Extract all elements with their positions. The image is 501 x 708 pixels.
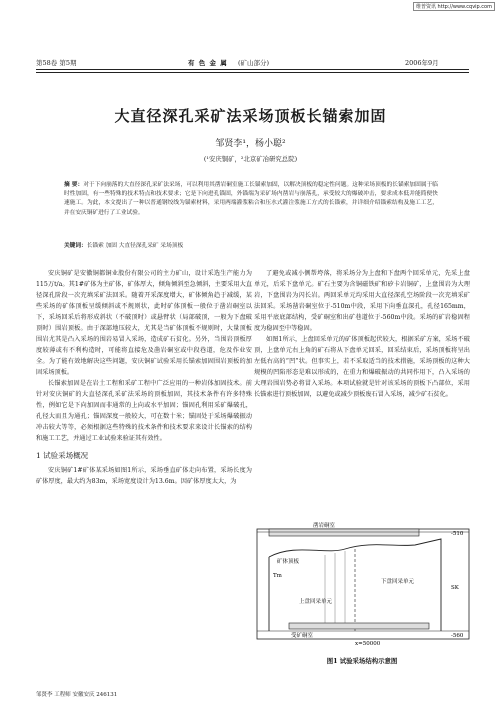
abstract-text: 对于下向崩落的大直径深孔采矿法采场，可以利用其凿岩硐室施工长锚索加固，以解决顶板的稳定性问题。这种采场顶板的长锚索加固属于临时性加固，有一些特殊的技术特点和技术要求；它是下向进孔锚固，外锚端为采矿场内凿岩与崩落孔，承受较大的爆破冲击，要求成本低并能简便快速施工。为此，本文提出了一种以普通钢绞线为锚索材料，采用两端灌浆粘合和压水式灌注浆施工方式的长锚索，并详细介绍锚索结构及施工工艺，并在安庆铜矿进行了工业试验。 bbox=[64, 182, 438, 216]
keywords-label: 关键词： bbox=[64, 243, 87, 249]
abstract bbox=[64, 181, 438, 218]
figure-1-caption: 图1 试验采场结构示意图 bbox=[326, 657, 398, 665]
label-orebody-roof: 矿体顶板 bbox=[277, 559, 300, 565]
header-date: 2006年9月 bbox=[405, 59, 439, 67]
label-level-top: -510 bbox=[451, 531, 464, 537]
abstract-label: 摘 要： bbox=[64, 182, 84, 188]
paper-affiliations: (¹安庆铜矿，²北京矿冶研究总院) bbox=[203, 155, 298, 163]
left-paragraph-2: 长锚索加固是在岩土工程和采矿工程中广泛应用的一种岩体加固技术。前针对安庆铜矿的大直径深孔采矿法采场的顶板加固，其技术条件有许多特殊性，例如它是下向加固而非通常的上向或水平加固；锚固孔利用采矿爆破孔，孔径大而且为通孔；锚固深度一般较大，可在数十米；锚固处于采场爆破振动冲击较大等等，必须根据这些特殊的技术条件和技术要求来设计长锚索的结构和施工工艺，并通过工业试验来验证其有效性。 bbox=[36, 380, 252, 442]
watermark: 维普资讯 http://www.cqvip.com bbox=[413, 2, 495, 11]
drill-room-shape bbox=[269, 529, 419, 536]
keywords-text: 长锚索 加固 大直径深孔采矿 采场顶板 bbox=[86, 243, 184, 249]
header-journal: 有 色 金 属 bbox=[188, 59, 228, 67]
header-rule bbox=[36, 69, 469, 70]
label-marble: Tm bbox=[273, 573, 282, 579]
label-lower-unit: 下盘回采单元 bbox=[381, 579, 415, 585]
draw-room-shape bbox=[289, 623, 429, 629]
paper-authors: 邹贤李¹，杨小聪² bbox=[215, 139, 286, 149]
left-paragraph-1: 安庆铜矿是安徽铜都铜业股份有限公司的主力矿山，设计采选生产能力为115万t/a。其1#矿体为主矿体，矿体厚大，倾角倾斜至急倾斜，主要采用大直径深孔阶段一次充填采矿法回采。随着开采深度增大，矿体倾角趋于减缓，某些采场的矿体顶板呈缓倾斜或不规则状，此时矿体顶板一般位于凿岩硐室以下，采场回采后将形成斜状（不破顶时）或悬臂状（局部破顶，一般为下盘破顶时）围岩顶板。由于深部地压较大，尤其是当矿体顶板不规则时，大量顶板围岩尤其是凸入采场的围岩易冒入采场，造成矿石贫化。另外，当围岩顶板厚度较薄或有不利构造时，可能将直接危及凿岩硐室或中段巷道，危及作业安全。为了能有效地解决这些问题，安庆铜矿试验采用长锚索加固围岩顶板的加固采场顶板。 bbox=[36, 270, 252, 376]
right-paragraph-1: 了避免或减小侧帮垮落，将采场分为上盘和下盘两个回采单元，先采上盘单元，后采下盘单元。矿石主要为含铜磁铁矿和矽卡岩铜矿，上盘围岩为大理岩，下盘围岩为闪长岩。两回采单元均采用大直径深孔空场阶段一次充填采矿法回采。采场凿岩硐室位于-510m中段，采用下向垂直深孔，孔径165mm，采用平底底部结构，受矿硐室和出矿巷道位于-560m中段。采场的矿岩稳固程度为稳固至中等稳固。 bbox=[254, 270, 470, 332]
author-footnote: 邹贤李 工程师 安徽安庆 246131 bbox=[36, 692, 118, 698]
keywords bbox=[64, 240, 438, 249]
right-paragraph-2: 如图1所示，上盘回采单元的矿体顶板起伏较大，根据采矿方案，采场不破顶，上盘单元右上角的矿石将从下盘单元回采，回采结束后，采场顶板将呈出左低右高的“凹”状。但事实上，若不采取适当的技术措施，采场顶板的这种大规模的凹陷形态是难以形成的，在重力和爆破振动的共同作用下，凸入采场的大理岩围岩势必将冒入采场。本项试验就是针对该采场的顶板下凸部位，采用长锚索进行顶板加固，以避免或减少顶板废石冒入采场，减少矿石贫化。 bbox=[254, 336, 470, 398]
header-section: (矿山部分) bbox=[238, 59, 270, 67]
header-volume: 第58卷 第5期 bbox=[36, 59, 77, 67]
label-drill-room: 凿岩硐室 bbox=[313, 523, 336, 529]
label-coordinate: x=50000 bbox=[355, 641, 381, 647]
right-column bbox=[254, 268, 470, 400]
label-draw-room: 受矿硐室 bbox=[291, 633, 314, 639]
label-sk: SK bbox=[451, 585, 459, 591]
figure-1-diagram bbox=[255, 519, 471, 649]
left-column bbox=[36, 268, 252, 487]
section-heading-1: 1 试验采场概况 bbox=[36, 451, 89, 460]
header-rule-thin bbox=[36, 72, 469, 73]
label-level-bottom: -560 bbox=[451, 633, 464, 639]
left-paragraph-3: 安庆铜矿1#矿体某采场如图1所示，采场垂直矿体走向布置，采场长度为矿体厚度，最大约为83m，采场宽度设计为13.6m。因矿体厚度太大，为 bbox=[36, 467, 252, 485]
paper-title: 大直径深孔采矿法采场顶板长锚索加固 bbox=[114, 107, 387, 125]
label-upper-unit: 上盘回采单元 bbox=[299, 599, 333, 605]
